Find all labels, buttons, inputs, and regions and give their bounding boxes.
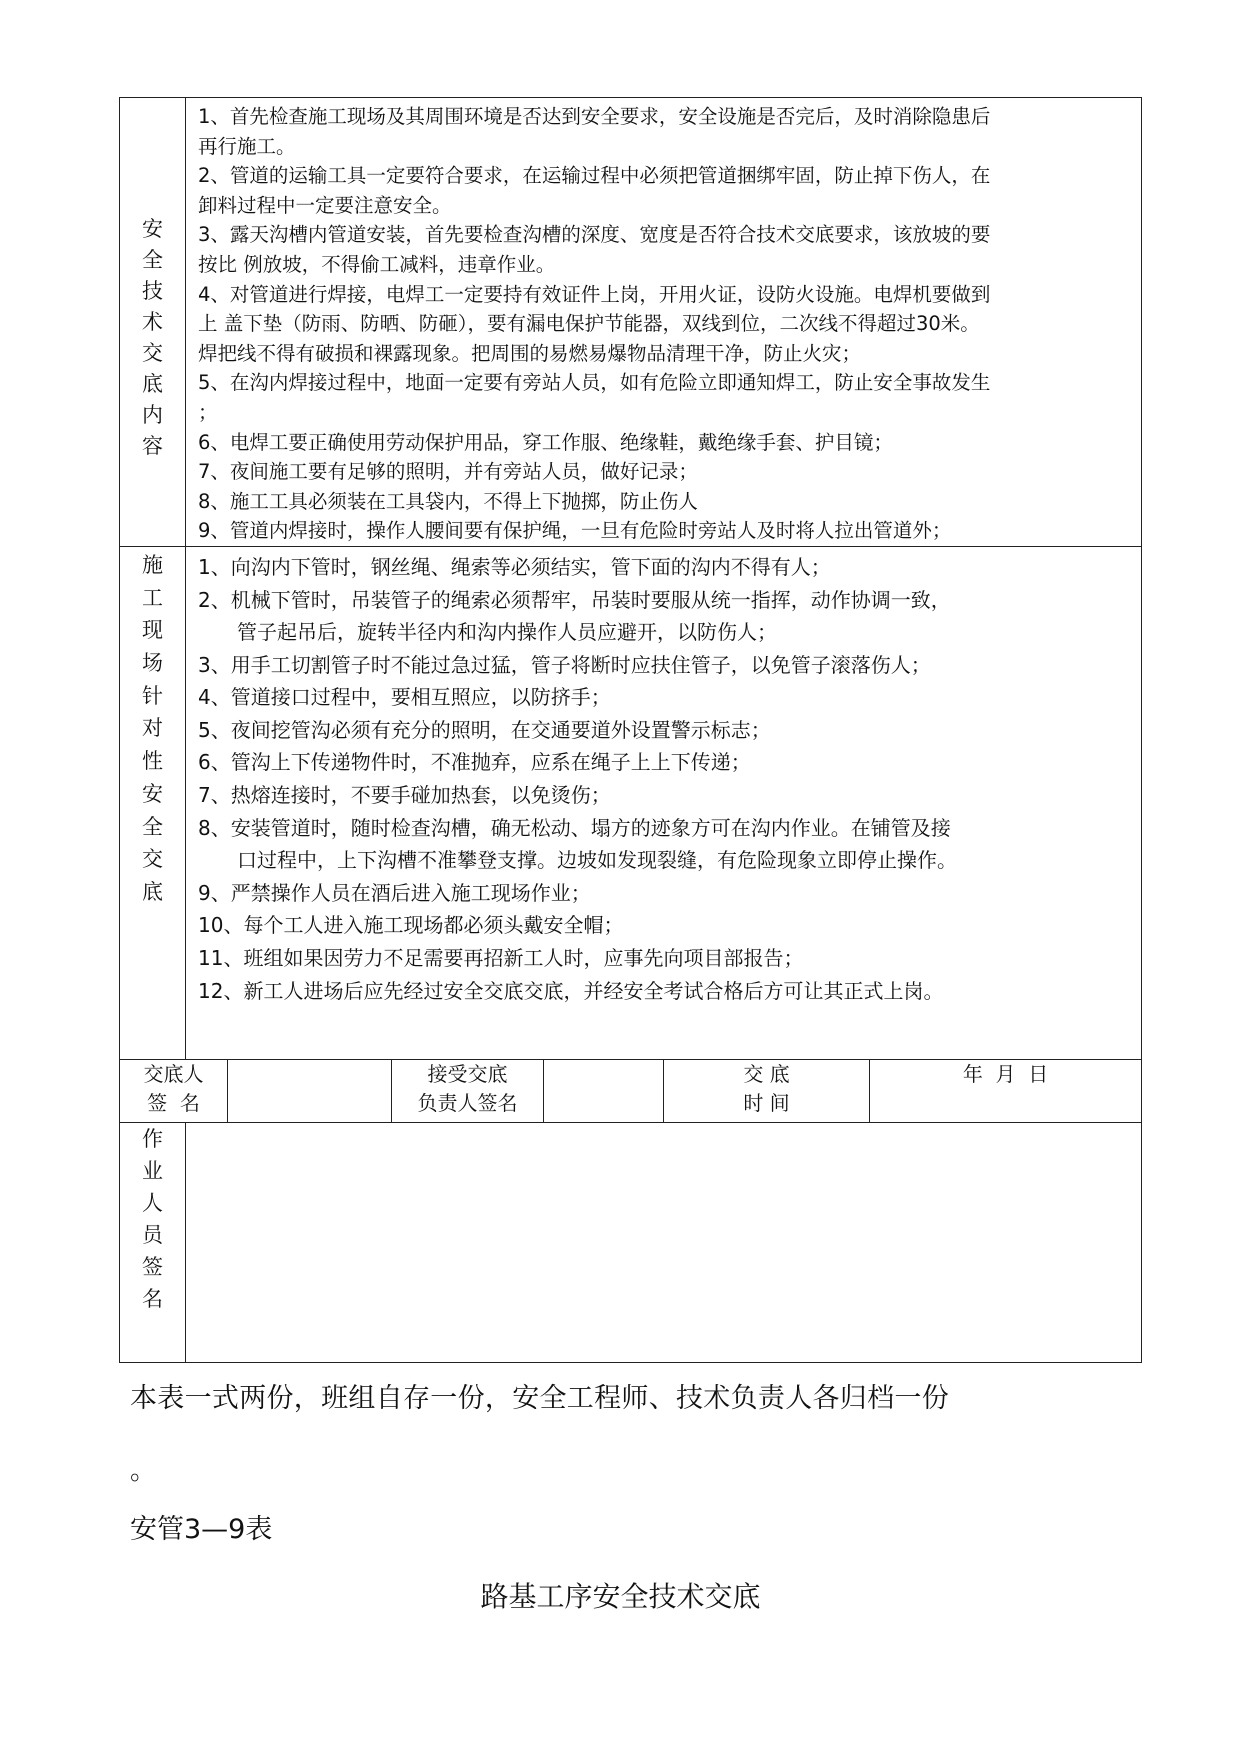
date-field[interactable]: 年 月 日 bbox=[870, 1059, 1142, 1122]
content-line: 4、管道接口过程中，要相互照应，以防挤手； bbox=[198, 685, 611, 710]
content-line: 9、严禁操作人员在酒后进入施工现场作业； bbox=[198, 880, 591, 905]
discloser-signature-field[interactable] bbox=[228, 1059, 392, 1122]
discloser-label: 交底人 签 名 bbox=[120, 1059, 228, 1122]
content-line: 4、对管道进行焊接，电焊工一定要持有效证件上岗，开用火证，设防火设施。电焊机要做到 bbox=[198, 282, 991, 306]
content-line: 按比 例放坡，不得偷工减料，违章作业。 bbox=[198, 252, 556, 276]
section2-content bbox=[186, 546, 1142, 1059]
content-line: 2、机械下管时，吊装管子的绳索必须帮牢，吊装时要服从统一指挥，动作协调一致， bbox=[198, 587, 951, 612]
content-line: 5、在沟内焊接过程中，地面一定要有旁站人员，如有危险立即通知焊工，防止安全事故发生 bbox=[198, 371, 991, 395]
workers-signature-row bbox=[120, 1122, 1142, 1362]
form-code: 安管3—9表 bbox=[130, 1514, 273, 1545]
receiver-signature-field[interactable] bbox=[544, 1059, 664, 1122]
content-line: 1、首先检查施工现场及其周围环境是否达到安全要求，安全设施是否完后，及时消除隐患后 bbox=[198, 105, 991, 128]
content-line: 10、每个工人进入施工现场都必须头戴安全帽； bbox=[198, 913, 624, 938]
section-site-safety bbox=[120, 546, 1142, 1059]
receiver-label: 接受交底 负责人签名 bbox=[392, 1059, 544, 1122]
content-line: 再行施工。 bbox=[198, 134, 296, 158]
content-line: 3、露天沟槽内管道安装，首先要检查沟槽的深度、宽度是否符合技术交底要求，该放坡的要 bbox=[198, 223, 991, 247]
content-line: 卸料过程中一定要注意安全。 bbox=[198, 193, 452, 217]
content-line: 12、新工人进场后应先经过安全交底交底，并经安全考试合格后方可让其正式上岗。 bbox=[198, 978, 944, 1003]
content-line: 焊把线不得有破损和裸露现象。把周围的易燃易爆物品清理干净，防止火灾； bbox=[198, 341, 862, 365]
section1-label: 安 全 技 术 交 底 内 容 bbox=[120, 98, 186, 547]
content-line: 3、用手工切割管子时不能过急过猛，管子将断时应扶住管子，以免管子滚落伤人； bbox=[198, 652, 931, 677]
content-line: 口过程中，上下沟槽不准攀登支撑。边坡如发现裂缝，有危险现象立即停止操作。 bbox=[237, 848, 957, 873]
content-line: 9、管道内焊接时，操作人腰间要有保护绳，一旦有危险时旁站人及时将人拉出管道外； bbox=[198, 519, 952, 543]
content-line: 2、管道的运输工具一定要符合要求，在运输过程中必须把管道捆绑牢固，防止掉下伤人，在 bbox=[198, 164, 991, 188]
footer-note: 本表一式两份，班组自存一份，安全工程师、技术负责人各归档一份 bbox=[130, 1383, 949, 1414]
disclosure-form bbox=[119, 97, 1141, 1363]
content-line: 7、夜间施工要有足够的照明，并有旁站人员，做好记录； bbox=[198, 460, 698, 484]
section-safety-content bbox=[120, 98, 1142, 547]
section2-label: 施 工 现 场 针 对 性 安 全 交 底 bbox=[120, 546, 186, 1059]
content-line: 上 盖下垫（防雨、防晒、防砸），要有漏电保护节能器，双线到位，二次线不得超过30米。 bbox=[198, 312, 980, 336]
content-line: ； bbox=[198, 400, 218, 424]
content-line: 8、安装管道时，随时检查沟槽，确无松动、塌方的迹象方可在沟内作业。在铺管及接 bbox=[198, 815, 951, 840]
content-line: 管子起吊后，旋转半径内和沟内操作人员应避开，以防伤人； bbox=[237, 620, 777, 645]
next-section-title: 路基工序安全技术交底 bbox=[480, 1580, 761, 1613]
workers-label: 作 业 人 员 签 名 bbox=[120, 1122, 186, 1362]
content-line: 8、施工工具必须装在工具袋内，不得上下抛掷，防止伤人 bbox=[198, 489, 698, 513]
workers-signature-field[interactable] bbox=[186, 1122, 1142, 1362]
time-label: 交 底 时 间 bbox=[664, 1059, 870, 1122]
signature-row bbox=[120, 1059, 1142, 1122]
footer-period: 。 bbox=[130, 1456, 157, 1486]
content-line: 6、管沟上下传递物件时，不准抛弃，应系在绳子上上下传递； bbox=[198, 750, 751, 775]
content-line: 11、班组如果因劳力不足需要再招新工人时，应事先向项目部报告； bbox=[198, 946, 804, 971]
section1-content bbox=[186, 98, 1142, 547]
form-table bbox=[119, 97, 1142, 1363]
content-line: 5、夜间挖管沟必须有充分的照明，在交通要道外设置警示标志； bbox=[198, 717, 771, 742]
content-line: 7、热熔连接时，不要手碰加热套，以免烫伤； bbox=[198, 783, 611, 808]
content-line: 1、向沟内下管时，钢丝绳、绳索等必须结实，管下面的沟内不得有人； bbox=[198, 554, 831, 579]
content-line: 6、电焊工要正确使用劳动保护用品，穿工作服、绝缘鞋，戴绝缘手套、护目镜； bbox=[198, 430, 893, 454]
